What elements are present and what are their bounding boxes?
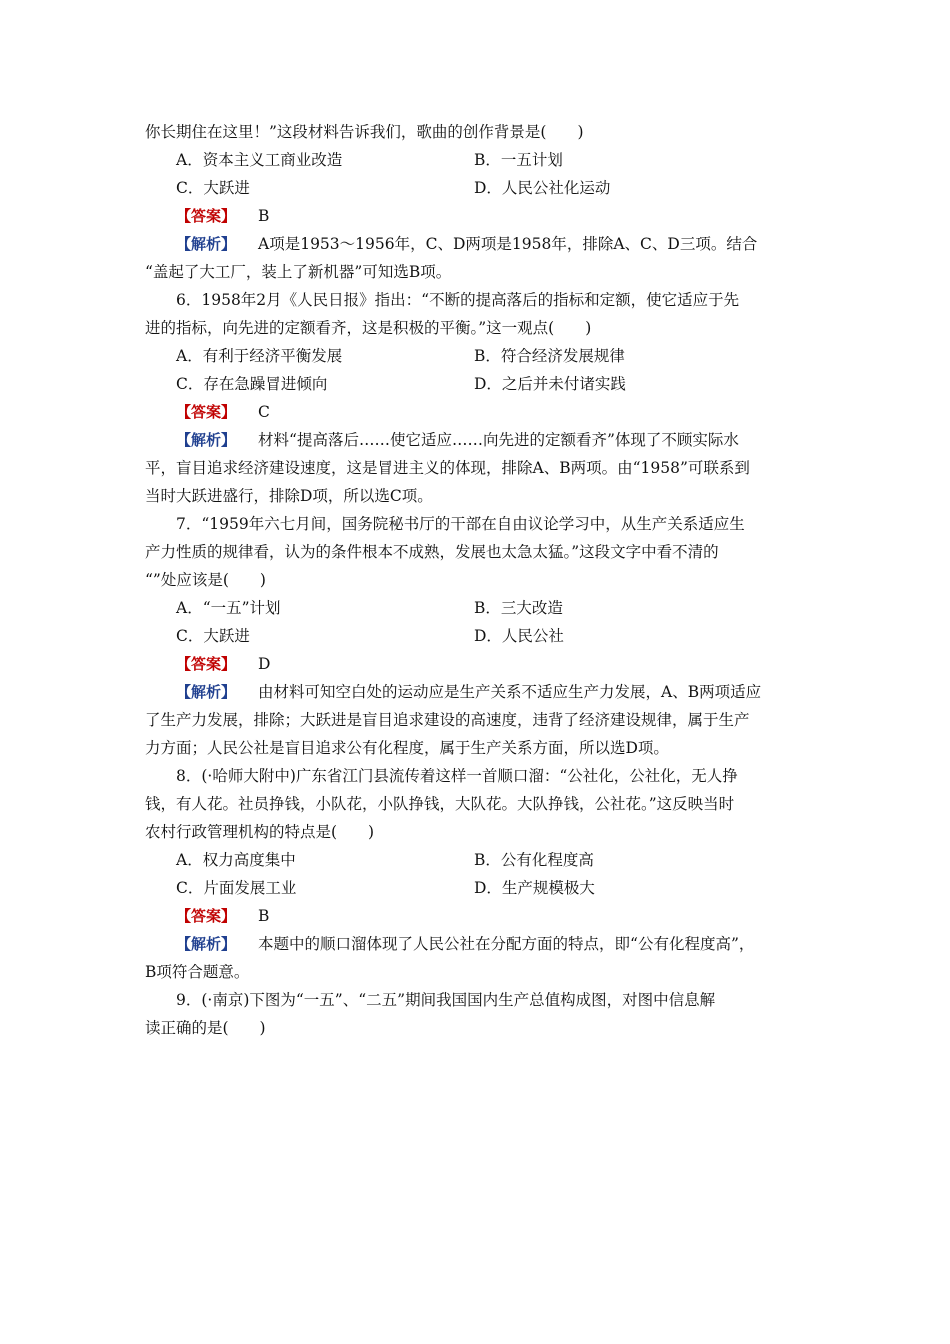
q6-analysis-line-1 [176,430,810,450]
q6-analysis-line-3: 当时大跃进盛行，排除D项，所以选C项。 [145,487,433,505]
q7-stem-line-1: 7．“1959年六七月间，国务院秘书厅的干部在自由议论学习中，从生产关系适应生 [176,515,745,533]
q7-option-d: D．人民公社 [474,627,564,645]
q6-answer-line [176,402,810,422]
q8-stem-line-1: 8．(·哈师大附中)广东省江门县流传着这样一首顺口溜：“公社化，公社化，无人挣 [176,767,738,785]
answer-tag: 【答案】 [176,403,237,421]
q8-option-d: D．生产规模极大 [474,879,595,897]
q7-option-c: C．大跃进 [176,627,250,645]
q8-answer-value: B [258,907,270,925]
q6-analysis-text-1: 材料“提高落后……使它适应……向先进的定额看齐”体现了不顾实际水 [258,431,739,449]
q6-answer-value: C [258,403,270,421]
analysis-tag: 【解析】 [176,431,237,449]
q7-analysis-line-1 [176,682,810,702]
q9-stem-line-1: 9．(·南京)下图为“一五”、“二五”期间我国国内生产总值构成图，对图中信息解 [176,991,716,1009]
q8-option-a: A．权力高度集中 [176,851,296,869]
q6-option-b: B．符合经济发展规律 [474,347,625,365]
q6-option-d: D．之后并未付诸实践 [474,375,626,393]
q8-option-b: B．公有化程度高 [474,851,594,869]
q8-option-c: C．片面发展工业 [176,879,297,897]
q7-answer-line [176,654,810,674]
answer-tag: 【答案】 [176,655,237,673]
q8-analysis-line-2: B项符合题意。 [145,963,250,981]
q5-stem-line: 你长期住在这里！”这段材料告诉我们，歌曲的创作背景是( ) [145,123,584,141]
q6-option-c: C．存在急躁冒进倾向 [176,375,328,393]
q5-option-a: A．资本主义工商业改造 [176,151,343,169]
q7-answer-value: D [258,655,271,673]
q7-analysis-text-1: 由材料可知空白处的运动应是生产关系不适应生产力发展，A、B两项适应 [258,683,762,701]
q8-analysis-line-1 [176,934,810,954]
q8-stem-line-2: 钱，有人花。社员挣钱，小队花，小队挣钱，大队花。大队挣钱，公社花。”这反映当时 [145,795,735,813]
q7-stem-line-2: 产力性质的规律看，认为的条件根本不成熟，发展也太急太猛。”这段文字中看不清的 [145,543,719,561]
q6-analysis-line-2: 平，盲目追求经济建设速度，这是冒进主义的体现，排除A、B两项。由“1958”可联系到 [145,459,750,477]
q5-option-d: D．人民公社化运动 [474,179,611,197]
q7-option-b: B．三大改造 [474,599,563,617]
analysis-tag: 【解析】 [176,935,237,953]
q5-answer-line [176,206,810,226]
q7-option-a: A．“一五”计划 [176,599,281,617]
q6-stem-line-2: 进的指标，向先进的定额看齐，这是积极的平衡。”这一观点( ) [145,319,592,337]
analysis-tag: 【解析】 [176,683,237,701]
q8-stem-line-3: 农村行政管理机构的特点是( ) [145,823,375,841]
q5-answer-value: B [258,207,270,225]
q5-option-c: C．大跃进 [176,179,250,197]
q5-option-b: B．一五计划 [474,151,563,169]
q5-analysis-text-1: A项是1953～1956年，C、D两项是1958年，排除A、C、D三项。结合 [258,235,758,253]
answer-tag: 【答案】 [176,207,237,225]
q7-analysis-line-3: 力方面；人民公社是盲目追求公有化程度，属于生产关系方面，所以选D项。 [145,739,669,757]
answer-tag: 【答案】 [176,907,237,925]
q6-option-a: A．有利于经济平衡发展 [176,347,343,365]
q6-stem-line-1: 6．1958年2月《人民日报》指出：“不断的提高落后的指标和定额，使它适应于先 [176,291,740,309]
q8-analysis-text-1: 本题中的顺口溜体现了人民公社在分配方面的特点，即“公有化程度高”， [258,935,755,953]
q5-analysis-line-1 [176,234,810,254]
q5-analysis-line-2: “盖起了大工厂，装上了新机器”可知选B项。 [145,263,452,281]
analysis-tag: 【解析】 [176,235,237,253]
q8-answer-line [176,906,810,926]
q7-analysis-line-2: 了生产力发展，排除；大跃进是盲目追求建设的高速度，违背了经济建设规律，属于生产 [145,711,750,729]
q7-stem-line-3: “”处应该是( ) [145,571,266,589]
q9-stem-line-2: 读正确的是( ) [145,1019,266,1037]
